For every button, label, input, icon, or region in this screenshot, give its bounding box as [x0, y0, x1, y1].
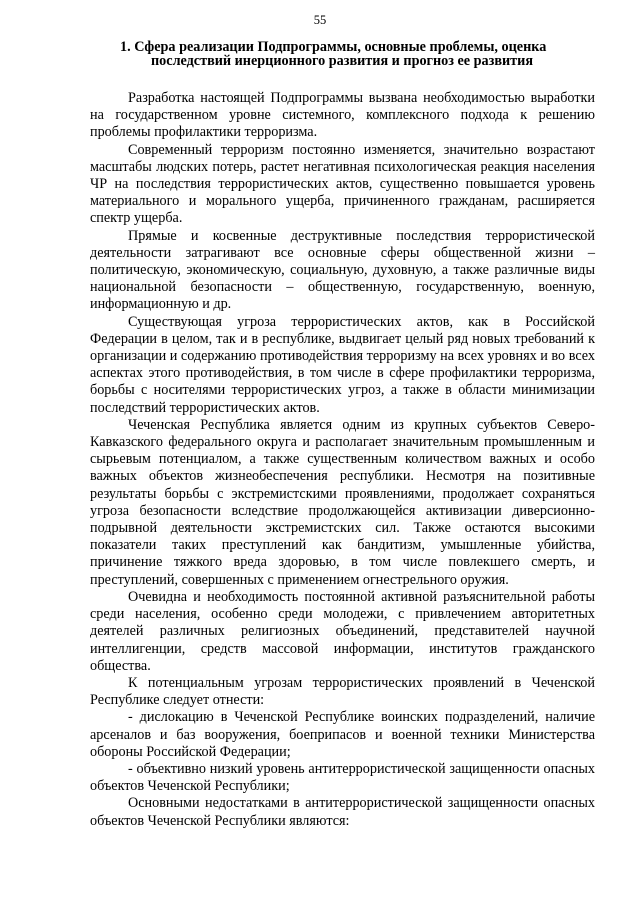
section-heading-line-2: последствий инерционного развития и прогноз ее развития [151, 53, 533, 69]
section-heading [90, 40, 594, 68]
page-number: 55 [313, 13, 327, 27]
body-text [90, 90, 595, 830]
paragraph-destructive-consequences: Прямые и косвенные деструктивные последствия террористической деятельности затрагивают все основные сферы общественной жизни – политическую, экономическую, социальную, духовную, а также различные виды национальной безопасности – общественную, государственную, военную, информационную и др. [90, 227, 595, 313]
paragraph-outreach-work: Очевидна и необходимость постоянной активной разъяснительной работы среди населения, особенно среди молодежи, с привлечением авторитетных деятелей различных религиозных объединений, представителей научной интеллигенции, средств массовой информации, институтов гражданского общества. [90, 588, 595, 674]
paragraph-existing-threat: Существующая угроза террористических актов, как в Российской Федерации в целом, так и в республике, выдвигает целый ряд новых требований к организации и содержанию противодействия терроризму на всех уровнях и во всех аспектах этого противодействия, в том числе в сфере профилактики терроризма, борьбы с носителями террористических угроз, а также в области минимизации последствий террористических актов. [90, 313, 595, 416]
list-item-low-protection: - объективно низкий уровень антитеррористической защищенности опасных объектов Чеченской Республики; [90, 760, 595, 795]
paragraph-modern-terrorism: Современный терроризм постоянно изменяется, значительно возрастают масштабы людских потерь, растет негативная психологическая реакция населения ЧР на последствия террористических актов, существенно повышается уровень материального и морального ущерба, причиненного гражданам, расширяется спектр ущерба. [90, 141, 595, 227]
paragraph-main-shortcomings: Основными недостатками в антитеррористической защищенности опасных объектов Чеченской Республики являются: [90, 795, 595, 829]
paragraph-potential-threats-intro: К потенциальным угрозам террористических проявлений в Чеченской Республике следует отнести: [90, 674, 595, 709]
section-heading-line-1: 1. Сфера реализации Подпрограммы, основные проблемы, оценка [120, 39, 547, 55]
paragraph-rationale: Разработка настоящей Подпрограммы вызвана необходимостью выработки на государственном уровне системного, комплексного подхода к решению проблемы профилактики терроризма. [90, 90, 595, 141]
list-item-military-units: - дислокацию в Чеченской Республике воинских подразделений, наличие арсеналов и баз вооружения, боеприпасов и военной техники Министерства обороны Российской Федерации; [90, 709, 595, 760]
paragraph-chechen-republic: Чеченская Республика является одним из крупных субъектов Северо-Кавказского федерального округа и располагает значительным промышленным и сырьевым потенциалом, а также существенным количеством важных и особо важных объектов жизнеобеспечения республики. Несмотря на позитивные результаты борьбы с экстремистскими проявлениями, продолжает сохраняться угроза безопасности вследствие продолжающейся активизации диверсионно-подрывной деятельности экстремистских сил. Также остаются высокими показатели таких преступлений как бандитизм, умышленные убийства, причинение тяжкого вреда здоровью, в том числе повлекшего смерть, и преступлений, совершенных с применением огнестрельного оружия. [90, 416, 595, 588]
